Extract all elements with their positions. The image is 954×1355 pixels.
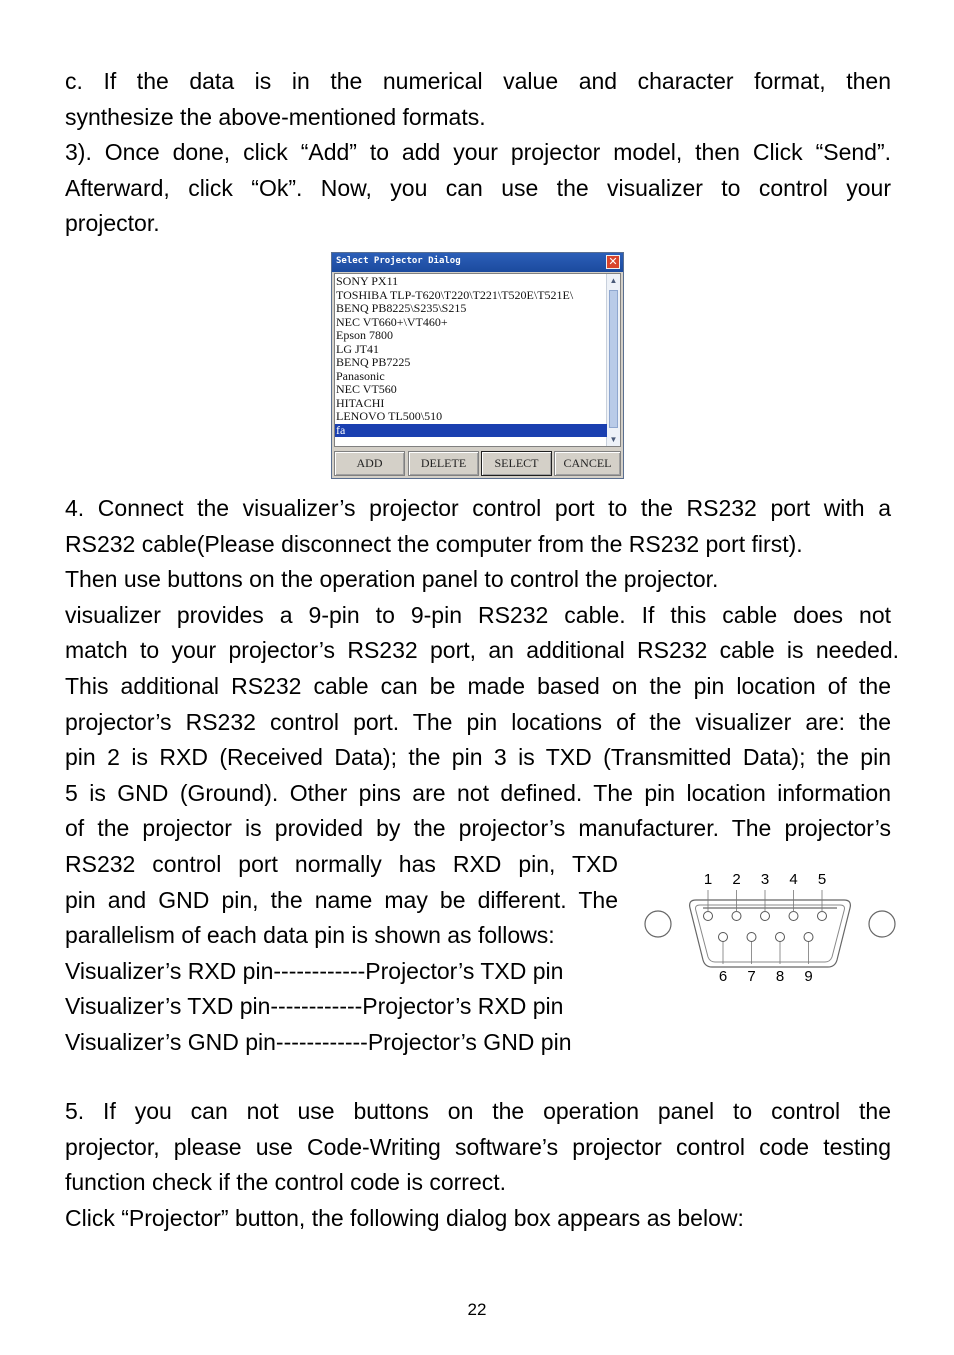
text-line: 3). Once done, click “Add” to add your projector model, then Click “Send”. [65, 139, 891, 165]
text-line: pin and GND pin, the name may be different. The [65, 886, 618, 913]
projector-list-item[interactable]: SONY PX11 [336, 275, 399, 288]
text-line: 4. Connect the visualizer’s projector control port to the RS232 port with a [65, 495, 891, 521]
dialog-title-bar [332, 253, 623, 272]
page-number: 22 [467, 1300, 487, 1319]
vertical-scrollbar[interactable] [606, 274, 620, 446]
pin-9 [804, 933, 813, 942]
paragraph-c [65, 64, 891, 135]
pin-label-9: 9 [804, 968, 813, 985]
text-line: parallelism of each data pin is shown as follows: [65, 922, 555, 949]
connector-shell-outer [690, 900, 851, 967]
text-line: This additional RS232 cable can be made based on the pin location of the [65, 672, 891, 699]
text-line: of the projector is provided by the projector’s manufacturer. The projector’s [65, 815, 891, 842]
paragraph-step-3 [65, 135, 891, 242]
add-button[interactable]: ADD [334, 451, 405, 476]
select-projector-dialog [331, 252, 624, 479]
projector-list-item[interactable]: LENOVO TL500\510 [336, 410, 443, 423]
text-line: projector. [65, 210, 160, 237]
projector-list-item[interactable]: Panasonic [336, 369, 385, 383]
text-line: c. If the data is in the numerical value and character format, then [65, 68, 891, 94]
text-line: match to your projector’s RS232 port, an additional RS232 cable is needed. [65, 637, 899, 664]
text-line: RS232 cable(Please disconnect the computer from the RS232 port first). [65, 530, 803, 557]
select-button[interactable]: SELECT [481, 451, 552, 476]
dialog-button-row [334, 451, 621, 477]
projector-list-item[interactable]: NEC VT560 [336, 383, 397, 396]
scroll-down-icon[interactable]: ▼ [609, 435, 618, 444]
scroll-up-icon[interactable]: ▲ [609, 276, 618, 285]
text-line: projector’s RS232 control port. The pin locations of the visualizer are: the [65, 708, 891, 735]
pin-2 [732, 912, 741, 921]
pin-5 [818, 912, 827, 921]
pin-label-8: 8 [775, 968, 785, 985]
delete-button[interactable]: DELETE [408, 451, 479, 476]
connector-shell-inner [696, 905, 845, 962]
pin-3 [761, 912, 770, 921]
text-line: Click “Projector” button, the following dialog box appears as below: [65, 1204, 744, 1231]
bottom-pin-row [719, 933, 814, 986]
pin-label-7: 7 [747, 968, 756, 985]
text-line: pin 2 is RXD (Received Data); the pin 3 is TXD (Transmitted Data); the pin [65, 744, 891, 771]
pin-label-1: 1 [703, 871, 713, 888]
projector-list-item[interactable]: BENQ PB7225 [336, 356, 411, 369]
mounting-hole-left [645, 911, 671, 937]
projector-list-item[interactable]: TOSHIBA TLP-T620\T220\T221\T520E\T521E\ [336, 288, 574, 302]
db9-connector-diagram [640, 860, 898, 990]
pin-mapping-gnd: Visualizer’s GND pin------------Projector’s GND pin [65, 1028, 572, 1055]
pin-label-2: 2 [732, 871, 741, 888]
text-line: 5. If you can not use buttons on the operation panel to control the [65, 1098, 891, 1124]
text-line: projector, please use Code-Writing software’s projector control code testing [65, 1133, 891, 1160]
pin-4 [789, 912, 798, 921]
dialog-title: Select Projector Dialog [336, 256, 461, 266]
text-line: Afterward, click “Ok”. Now, you can use the visualizer to control your [65, 174, 891, 201]
text-line: function check if the control code is correct. [65, 1169, 507, 1196]
pin-mapping-rxd: Visualizer’s RXD pin------------Projector’s TXD pin [65, 957, 564, 984]
pin-8 [776, 933, 785, 942]
projector-list-item[interactable]: fa [335, 424, 607, 438]
pin-1 [704, 912, 713, 921]
text-line: RS232 control port normally has RXD pin, TXD [65, 850, 618, 877]
close-icon[interactable]: ✕ [606, 255, 620, 269]
projector-list-item[interactable]: LG JT41 [336, 342, 379, 356]
projector-list-item[interactable]: BENQ PB8225\S235\S215 [336, 302, 467, 315]
scrollbar-thumb[interactable] [609, 290, 618, 428]
projector-list-item[interactable]: Epson 7800 [336, 329, 393, 342]
text-line: synthesize the above-mentioned formats. [65, 103, 486, 130]
pin-7 [747, 933, 756, 942]
pin-label-6: 6 [718, 968, 728, 985]
projector-list[interactable] [334, 273, 621, 447]
text-line: Then use buttons on the operation panel to control the projector. [65, 566, 719, 593]
pin-label-4: 4 [789, 871, 798, 888]
text-line: 5 is GND (Ground). Other pins are not defined. The pin location information [65, 779, 891, 806]
mounting-hole-right [869, 911, 895, 937]
cancel-button[interactable]: CANCEL [554, 451, 621, 476]
text-line: visualizer provides a 9-pin to 9-pin RS232 cable. If this cable does not [65, 601, 891, 628]
paragraph-step-5 [65, 1094, 891, 1236]
pin-6 [719, 933, 728, 942]
projector-list-item[interactable]: HITACHI [336, 396, 385, 410]
pin-mapping-txd: Visualizer’s TXD pin------------Projector’s RXD pin [65, 993, 564, 1020]
pin-label-5: 5 [817, 871, 827, 888]
projector-list-item[interactable]: NEC VT660+\VT460+ [336, 315, 448, 329]
pin-label-3: 3 [760, 871, 770, 888]
top-pin-row [704, 871, 827, 921]
